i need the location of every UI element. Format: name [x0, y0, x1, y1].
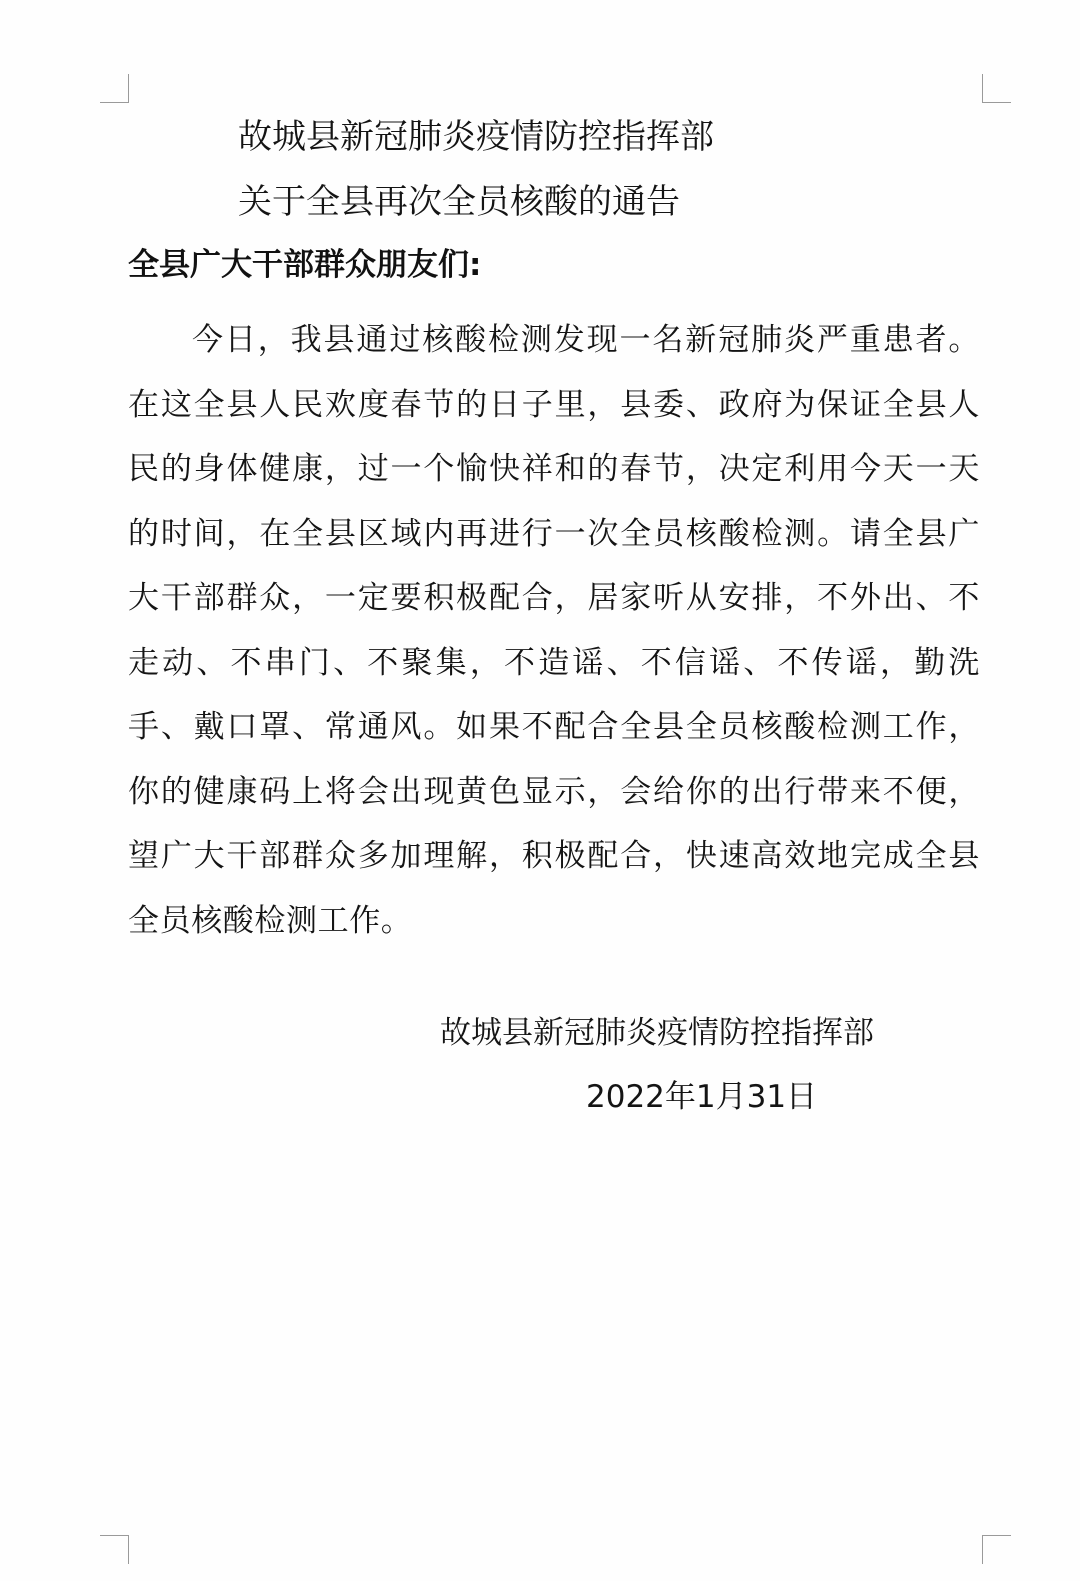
document-title-line2: 关于全县再次全员核酸的通告 — [238, 182, 680, 222]
crop-mark-top-left — [100, 74, 129, 103]
signature-date: 2022年1月31日 — [586, 1079, 818, 1115]
crop-mark-bottom-right — [982, 1535, 1011, 1564]
body-paragraph: 今日，我县通过核酸检测发现一名新冠肺炎严重患者。在这全县人民欢度春节的日子里，县委、政府为保证全县人民的身体健康，过一个愉快祥和的春节，决定利用今天一天的时间，在全县区域内再进行一次全员核酸检测。请全县广大干部群众，一定要积极配合，居家听从安排，不外出、不走动、不串门、不聚集，不造谣、不信谣、不传谣，勤洗手、戴口罩、常通风。如果不配合全县全员核酸检测工作，你的健康码上将会出现黄色显示，会给你的出行带来不便，望广大干部群众多加理解，积极配合，快速高效地完成全县全员核酸检测工作。 — [128, 322, 980, 939]
document-title-line1: 故城县新冠肺炎疫情防控指挥部 — [238, 117, 714, 157]
salutation: 全县广大干部群众朋友们: — [128, 247, 482, 283]
signature-organization: 故城县新冠肺炎疫情防控指挥部 — [440, 1015, 874, 1051]
crop-mark-top-right — [982, 74, 1011, 103]
crop-mark-bottom-left — [100, 1535, 129, 1564]
